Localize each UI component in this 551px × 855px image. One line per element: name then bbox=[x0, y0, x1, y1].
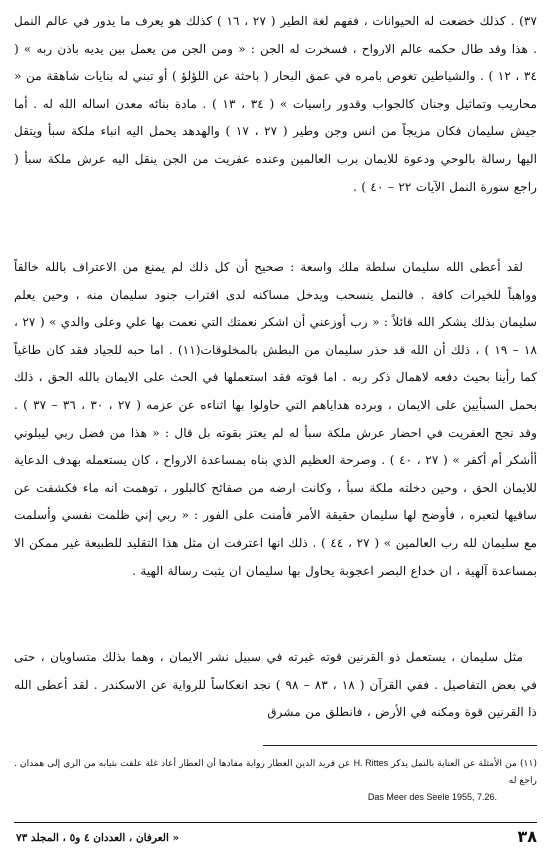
paragraph-2-text: لقد أعطى الله سليمان سلطة ملك واسعة : صحيح أن كل ذلك لم يمنع من الاعتراف بالله خالقاً وواهباً للخيرات كافة . فالنمل ينسحب ويدخل مساكنه لدى اقتراب جنود سليمان منه ، وحين يعلم سليمان بذلك يشكر الله قائلاً : « رب أوزعني أن اشكر نعمتك التي نعمت بها علي وعلى والدي » ( ٢٧ ، ١٨ – ١٩ ) ، ذلك أن الله قد حذر سليمان من البطش بالمخلوقات(١١) . اما حبه للجياد فقد كان طاغياً كما رأينا بحيث دفعه لاهمال ذكر ربه . اما قوته فقد استعملها في الحث على الايمان بالله الحق ، ذلك بحمل السبأيين على الايمان ، وبرده هداياهم التي حاولوا بها اثناءه عن عزمه ( ٢٧ ، ٣٠ ، ٣٦ – ٣٧ ) . وقد نجح العفريت في احضار عرش ملكة سبأ له لم يعتز بقوته بل قال : « هذا من فضل ربي ليبلوني أأشكر أم أكفر » ( ٢٧ ، ٤٠ ) . وصرحة العظيم الذي بناه بمساعدة الارواح ، كان يستعمله بهدف الدعاية للايمان الحق ، وحين دخلته ملكة سبأ ، وكانت ارضه من صفائح كالبلور ، توهمت انه ماء فكشفت عن ساقيها لتعبره ، فأوضح لها سليمان حقيقة الأمر فأمنت على الفور : « ربي إني ظلمت نفسي وأسلمت مع سليمان لله رب العالمين » ( ٢٧ ، ٤٤ ) . ذلك انها اعترفت ان مثل هذا التقليد للطبيعة غير ممكن الا بمساعدة آلهية ، ان خداع البصر اعجوبة يحاول بها سليمان ان يثبت رسالة الهية . bbox=[14, 260, 538, 578]
document-page bbox=[14, 8, 537, 848]
paragraph-3-text: مثل سليمان ، يستعمل ذو القرنين قوته غيرته في سبيل نشر الايمان ، وهما بذلك متساويان ، حتى في بعض التفاصيل . ففي القرآن ( ١٨ ، ٨٣ – ٩٨ ) نجد انعكاساً للرواية عن الاسكندر . لقد أعطى الله ذا القرنين قوة ومكنه في الأرض ، فانطلق من مشرق bbox=[14, 650, 537, 720]
footnote-divider bbox=[263, 745, 537, 746]
footnote-text-after: عن فريد الدين العطار رواية مفادها أن العطار أعاد غلة علقت بثيابه من الري إلى همدان . راجع له bbox=[14, 758, 537, 786]
paragraph-1: ٣٧) . كذلك خضعت له الحيوانات ، ففهم لغة الطير ( ٢٧ ، ١٦ ) كذلك هو يعرف ما يدور في عالم النمل . هذا وقد طال حكمه عالم الارواح ، فسخرت له الجن : « ومن الجن من يعمل بين يديه باذن ربه » ( ٣٤ ، ١٢ ) . والشياطين تغوص بامره في عمق البحار ( باحثة عن اللؤلؤ ) أو تبني له بنايات شاهقة من « محاريب وتماثيل وجنان كالجواب وقدور راسيات » ( ٣٤ ، ١٣ ) . مادة بنائه معدن اساله الله له . أما جيش سليمان فكان مزيجاً من انس وجن وطير ( ٢٧ ، ١٧ ) والهدهد يحمل اليه انباء ملكة سبأ ويتقل اليها رسالة بالوحي ودعوة للايمان برب العالمين وعنده عفريت من الجن ينقل اليه عرش ملكة سبأ ( راجع سورة النمل الآيات ٢٢ – ٤٠ ) . bbox=[14, 14, 538, 194]
footnote-author-name: H. Rittes bbox=[353, 758, 389, 768]
paragraph-2 bbox=[14, 254, 537, 585]
footnote bbox=[14, 755, 537, 806]
footnote-text-before: (١١) من الأمثلة عن العناية بالنمل يذكر bbox=[391, 758, 537, 769]
paragraph-3 bbox=[14, 644, 537, 727]
page-number: ٣٨ bbox=[517, 827, 537, 846]
page-footer bbox=[14, 822, 537, 851]
running-footer-title: « العرفان ، العددان ٤ و٥ ، المجلد ٧٣ bbox=[16, 832, 180, 844]
footnote-reference: Das Meer des Seele 1955, 7.26. bbox=[367, 792, 497, 802]
